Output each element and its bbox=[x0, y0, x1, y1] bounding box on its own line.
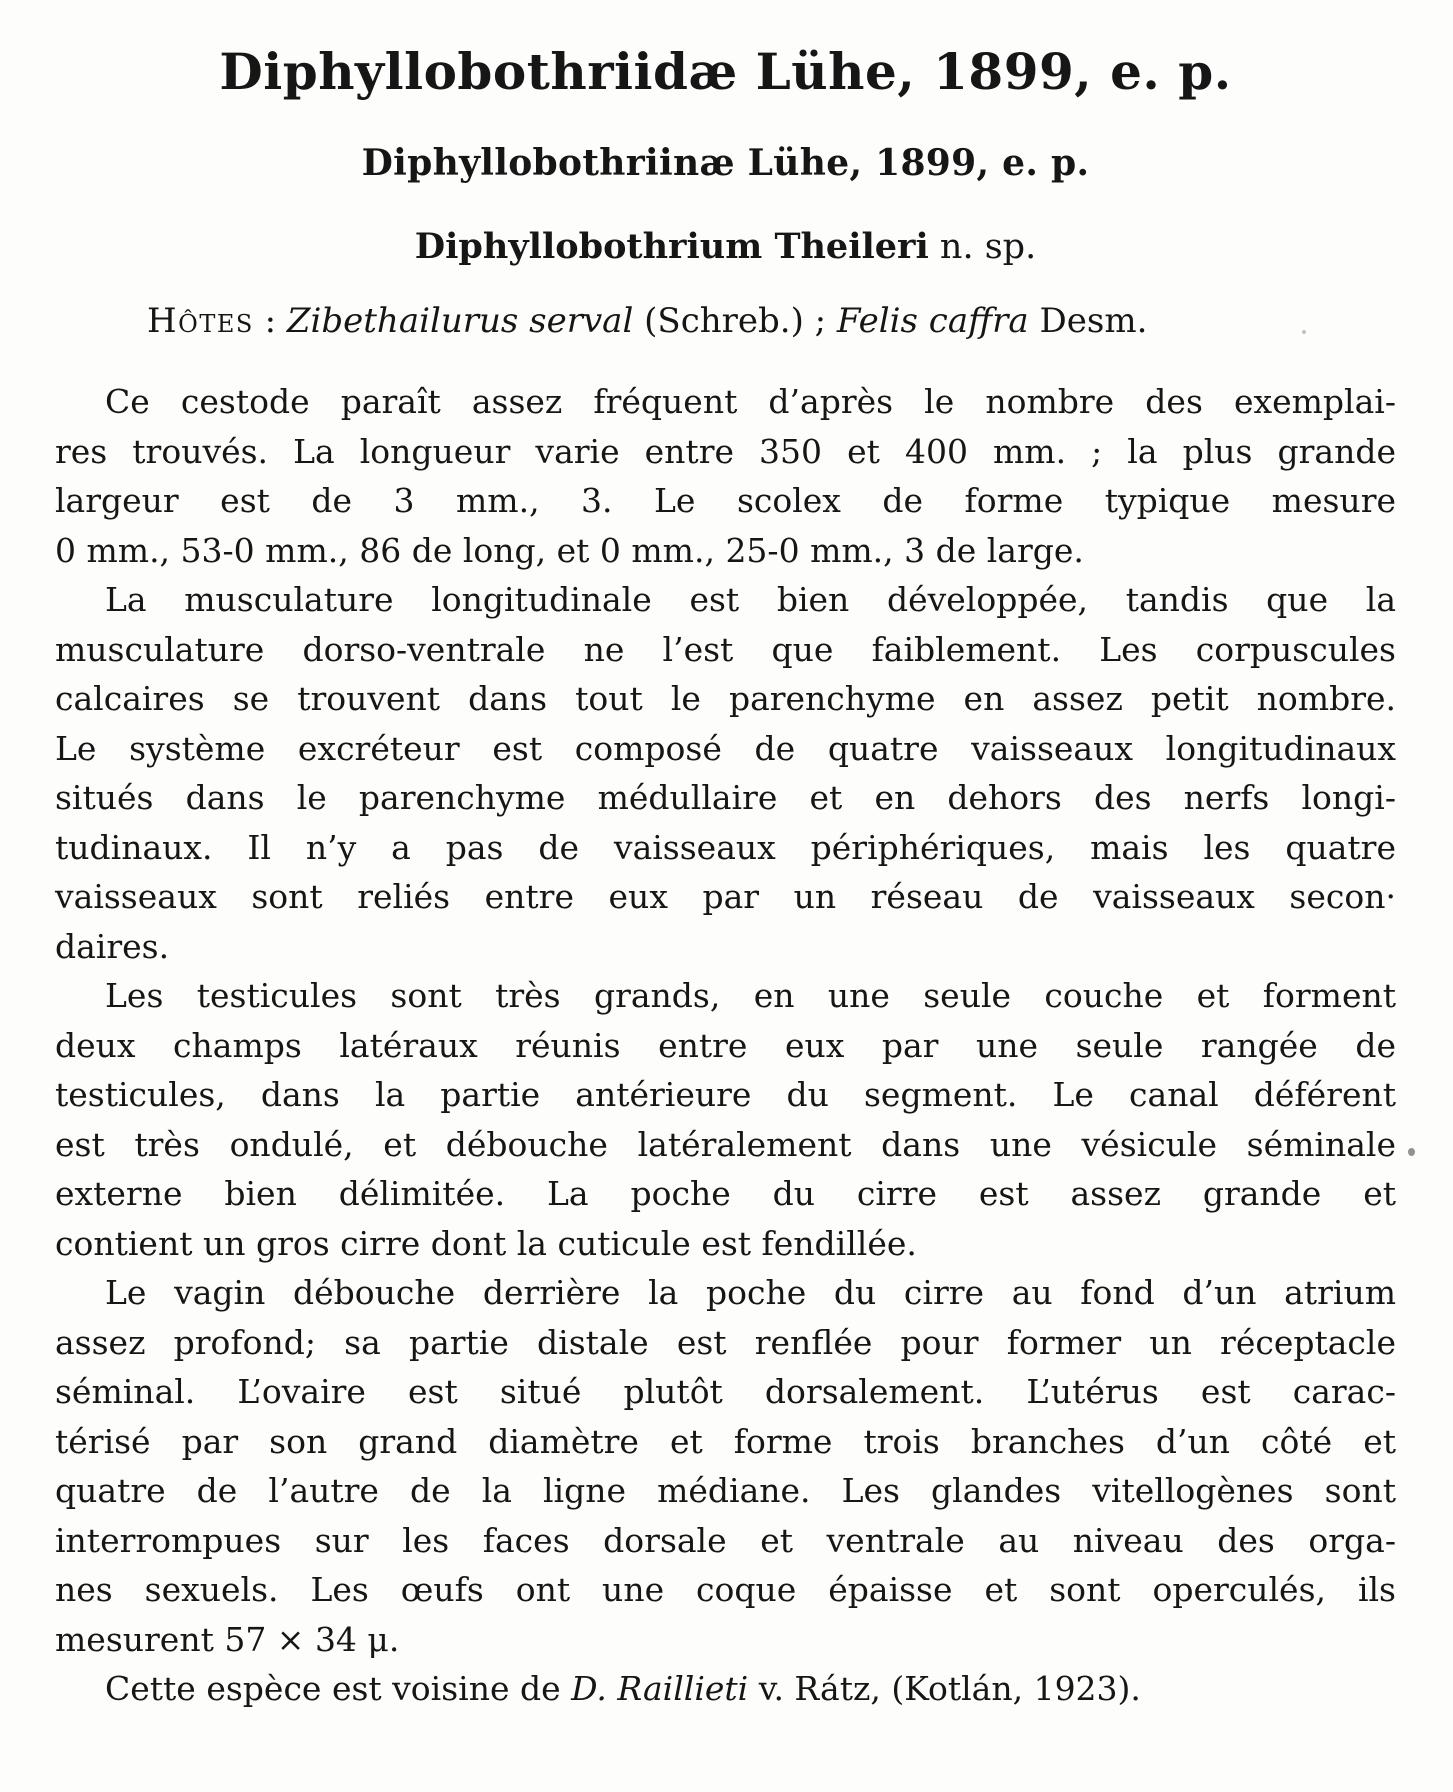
document-body bbox=[55, 377, 1396, 1714]
text-segment: Felis caffra bbox=[836, 301, 1029, 341]
text-line bbox=[55, 823, 1396, 873]
text-segment: Le système excréteur est composé de quatre vaisseaux longitudinaux bbox=[55, 728, 1396, 768]
ink-speck bbox=[1302, 330, 1306, 334]
text-line bbox=[55, 724, 1396, 774]
text-line bbox=[55, 922, 1396, 972]
text-segment: (Schreb.) ; bbox=[633, 301, 837, 341]
text-segment: deux champs latéraux réunis entre eux par une seule rangée de bbox=[55, 1025, 1396, 1065]
species-name: Diphyllobothrium Theileri bbox=[414, 226, 929, 267]
text-segment: daires. bbox=[55, 926, 170, 966]
main-title: Diphyllobothriidæ Lühe, 1899, e. p. bbox=[219, 42, 1232, 101]
text-line bbox=[55, 377, 1396, 427]
text-line bbox=[55, 1516, 1396, 1566]
text-line bbox=[55, 625, 1396, 675]
text-segment: vaisseaux sont reliés entre eux par un réseau de vaisseaux secon· bbox=[55, 877, 1396, 916]
text-line bbox=[55, 1268, 1396, 1318]
text-segment: contient un gros cirre dont la cuticule est fendillée. bbox=[55, 1223, 917, 1263]
text-segment: quatre de l’autre de la ligne médiane. Les glandes vitellogènes sont bbox=[55, 1471, 1396, 1510]
text-segment: Hôtes bbox=[147, 301, 254, 341]
text-segment: nes sexuels. Les œufs ont une coque épaisse et sont operculés, ils bbox=[55, 1570, 1396, 1609]
paragraph bbox=[55, 575, 1396, 971]
text-segment: v. Rátz, (Kotlán, 1923). bbox=[748, 1669, 1141, 1708]
hosts-line bbox=[55, 299, 1396, 343]
text-segment: interrompues sur les faces dorsale et ventrale au niveau des orga- bbox=[55, 1520, 1396, 1560]
text-segment: Les testicules sont très grands, en une seule couche et forment bbox=[105, 976, 1396, 1015]
text-segment: Ce cestode paraît assez fréquent d’après le nombre des exemplai- bbox=[105, 382, 1396, 421]
text-line bbox=[55, 1219, 1396, 1269]
text-segment: testicules, dans la partie antérieure du segment. Le canal déférent bbox=[55, 1075, 1396, 1114]
text-segment: largeur est de 3 mm., 3. Le scolex de forme typique mesure bbox=[55, 481, 1396, 520]
text-segment: est très ondulé, et débouche latéralement dans une vésicule séminale bbox=[55, 1124, 1396, 1164]
ink-speck bbox=[1408, 1148, 1415, 1156]
text-segment: La musculature longitudinale est bien développée, tandis que la bbox=[105, 580, 1396, 619]
text-segment: Le vagin débouche derrière la poche du cirre au fond d’un atrium bbox=[105, 1273, 1396, 1312]
text-line bbox=[55, 575, 1396, 625]
text-line bbox=[55, 1021, 1396, 1071]
text-line bbox=[55, 526, 1396, 576]
paragraph bbox=[55, 377, 1396, 575]
text-segment: calcaires se trouvent dans tout le parenchyme en assez petit nombre. bbox=[55, 679, 1396, 718]
text-line bbox=[55, 1417, 1396, 1467]
text-segment: musculature dorso-ventrale ne l’est que faiblement. Les corpuscules bbox=[55, 629, 1396, 669]
paragraph bbox=[55, 1664, 1396, 1714]
text-segment: externe bien délimitée. La poche du cirre est assez grande et bbox=[55, 1174, 1396, 1213]
text-line bbox=[55, 674, 1396, 724]
text-segment: térisé par son grand diamètre et forme trois branches d’un côté et bbox=[55, 1421, 1396, 1461]
text-line bbox=[55, 1466, 1396, 1516]
text-line bbox=[55, 427, 1396, 477]
text-segment: : bbox=[253, 301, 287, 341]
text-line bbox=[55, 872, 1396, 922]
text-line bbox=[55, 971, 1396, 1021]
subfamily-title: Diphyllobothriinæ Lühe, 1899, e. p. bbox=[361, 142, 1090, 184]
text-line bbox=[55, 1070, 1396, 1120]
text-segment: assez profond; sa partie distale est renflée pour former un réceptacle bbox=[55, 1322, 1396, 1362]
text-line bbox=[55, 1565, 1396, 1615]
text-segment: mesurent 57 × 34 μ. bbox=[55, 1619, 400, 1659]
text-segment: D. Raillieti bbox=[571, 1669, 749, 1708]
text-line bbox=[55, 1367, 1396, 1417]
text-line bbox=[55, 1664, 1396, 1714]
text-line bbox=[55, 1169, 1396, 1219]
paragraph bbox=[55, 971, 1396, 1268]
text-segment: res trouvés. La longueur varie entre 350 et 400 mm. ; la plus grande bbox=[55, 431, 1396, 471]
text-line bbox=[55, 1318, 1396, 1368]
text-segment: Desm. bbox=[1028, 301, 1148, 341]
text-segment: situés dans le parenchyme médullaire et en dehors des nerfs longi- bbox=[55, 778, 1396, 817]
species-suffix: n. sp. bbox=[928, 227, 1037, 267]
paragraph bbox=[55, 1268, 1396, 1664]
text-line bbox=[55, 476, 1396, 526]
text-line bbox=[55, 1120, 1396, 1170]
text-segment: Cette espèce est voisine de bbox=[105, 1669, 572, 1708]
text-segment: tudinaux. Il n’y a pas de vaisseaux périphériques, mais les quatre bbox=[55, 827, 1396, 867]
species-title bbox=[55, 225, 1396, 269]
text-line bbox=[55, 1615, 1396, 1665]
text-segment: Zibethailurus serval bbox=[286, 301, 634, 341]
text-line bbox=[55, 773, 1396, 823]
text-segment: 0 mm., 53-0 mm., 86 de long, et 0 mm., 25-0 mm., 3 de large. bbox=[55, 530, 1084, 570]
text-segment: séminal. L’ovaire est situé plutôt dorsalement. L’utérus est carac- bbox=[55, 1372, 1396, 1411]
